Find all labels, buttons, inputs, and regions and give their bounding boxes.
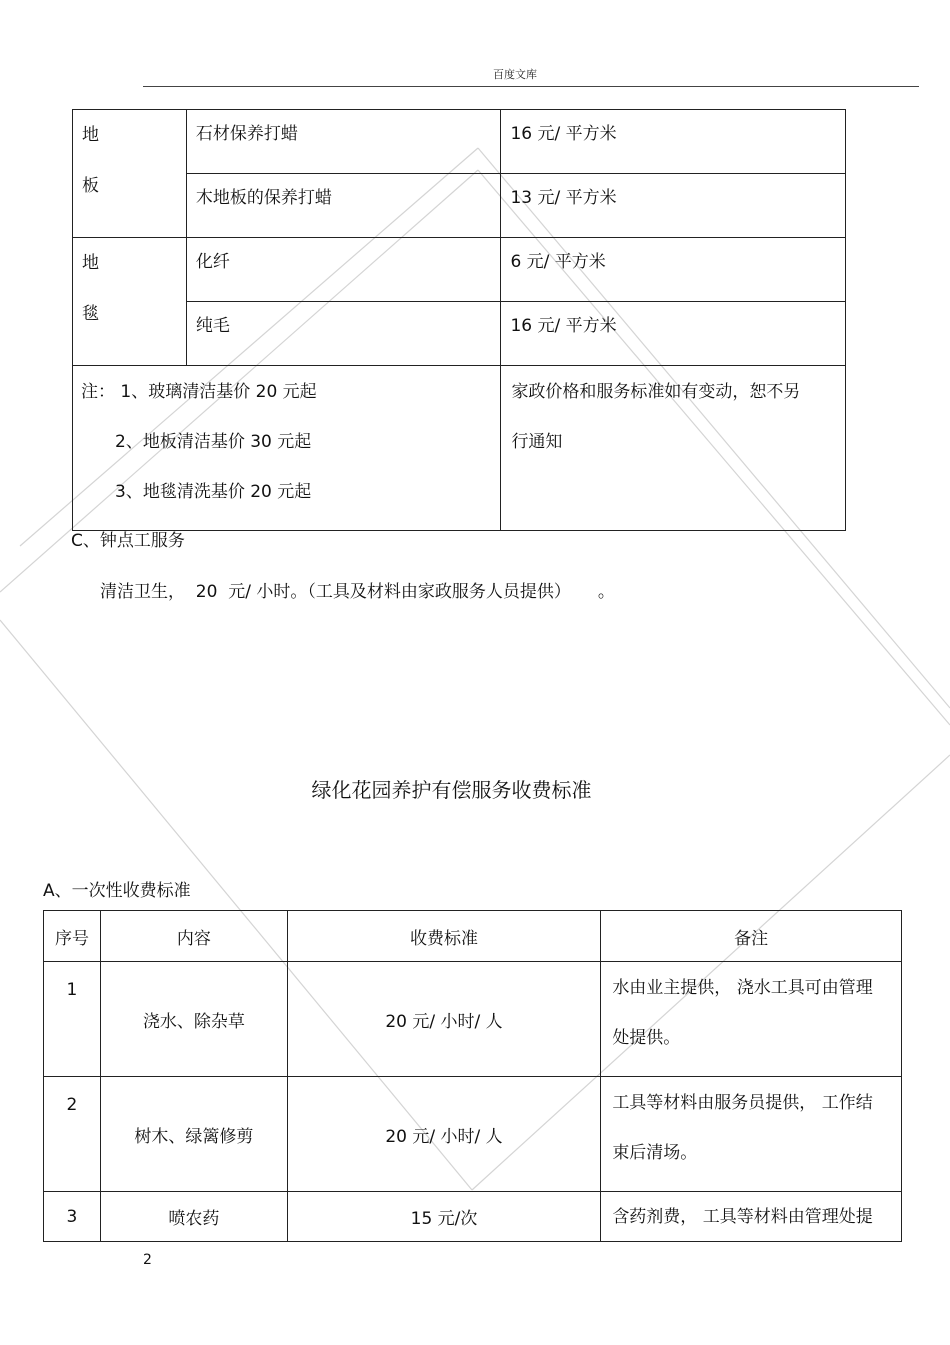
side-char: 毯: [82, 304, 99, 324]
price-cell: 6 元/ 平方米: [501, 238, 846, 302]
column-header: 收费标准: [287, 911, 601, 962]
row-content: 树木、绿篱修剪: [100, 1077, 287, 1192]
item-cell: 化纤: [186, 238, 501, 302]
header-divider: [143, 86, 919, 87]
garden-subheading: A、一次性收费标准: [43, 881, 191, 901]
price-cell: 13 元/ 平方米: [501, 174, 846, 238]
row-remark: [601, 962, 902, 1077]
notice-line: 家政价格和服务标准如有变动，恕不另: [511, 382, 801, 402]
garden-title: 绿化花园养护有偿服务收费标准: [311, 778, 592, 802]
side-char: 板: [82, 176, 99, 196]
row-fee: 20 元/ 小时/ 人: [287, 962, 601, 1077]
column-header: 备注: [601, 911, 902, 962]
price-cell: 16 元/ 平方米: [501, 110, 846, 174]
item-cell: 纯毛: [186, 302, 501, 366]
remark-line: 束后清场。: [612, 1143, 698, 1163]
row-number: 3: [44, 1192, 101, 1242]
side-char: 地: [82, 253, 99, 273]
price-cell: 16 元/ 平方米: [501, 302, 846, 366]
notice-cell: [501, 366, 846, 531]
garden-fee-table: [43, 910, 902, 1242]
remark-line: 工具等材料由服务员提供， 工作结: [612, 1093, 873, 1113]
item-cell: 木地板的保养打蜡: [186, 174, 501, 238]
table-row: [44, 1077, 902, 1192]
table-row: [73, 238, 846, 302]
row-remark: [601, 1192, 902, 1242]
remark-line: 水由业主提供， 浇水工具可由管理: [612, 978, 873, 998]
floor-carpet-price-table: [72, 109, 846, 531]
item-cell: 石材保养打蜡: [186, 110, 501, 174]
note-line: 2、地板清洁基价 30 元起: [115, 432, 312, 452]
row-content: 喷农药: [100, 1192, 287, 1242]
note-line: 3、地毯清洗基价 20 元起: [115, 482, 312, 502]
section-c-text: 清洁卫生， 20 元/ 小时。（工具及材料由家政服务人员提供） 。: [100, 582, 615, 602]
carpet-label-cell: [73, 238, 187, 366]
table-row: [73, 110, 846, 174]
table-header-row: [44, 911, 902, 962]
row-number: 1: [44, 962, 101, 1077]
page-number: 2: [143, 1252, 152, 1268]
column-header: 序号: [44, 911, 101, 962]
row-number: 2: [44, 1077, 101, 1192]
remark-line: 含药剂费， 工具等材料由管理处提: [612, 1206, 873, 1227]
row-remark: [601, 1077, 902, 1192]
notes-cell: [73, 366, 501, 531]
table-row: [44, 1192, 902, 1242]
column-header: 内容: [100, 911, 287, 962]
header-text: 百度文库: [493, 68, 537, 81]
side-char: 地: [82, 125, 99, 145]
notice-line: 行通知: [511, 432, 563, 452]
note-line: 注： 1、玻璃清洁基价 20 元起: [81, 382, 317, 402]
table-row: [73, 366, 846, 531]
row-fee: 20 元/ 小时/ 人: [287, 1077, 601, 1192]
floor-label-cell: [73, 110, 187, 238]
table-row: [44, 962, 902, 1077]
row-fee: 15 元/次: [287, 1192, 601, 1242]
remark-line: 处提供。: [612, 1028, 681, 1048]
table-row: [73, 174, 846, 238]
row-content: 浇水、除杂草: [100, 962, 287, 1077]
table-row: [73, 302, 846, 366]
section-c-heading: C、钟点工服务: [71, 531, 185, 551]
